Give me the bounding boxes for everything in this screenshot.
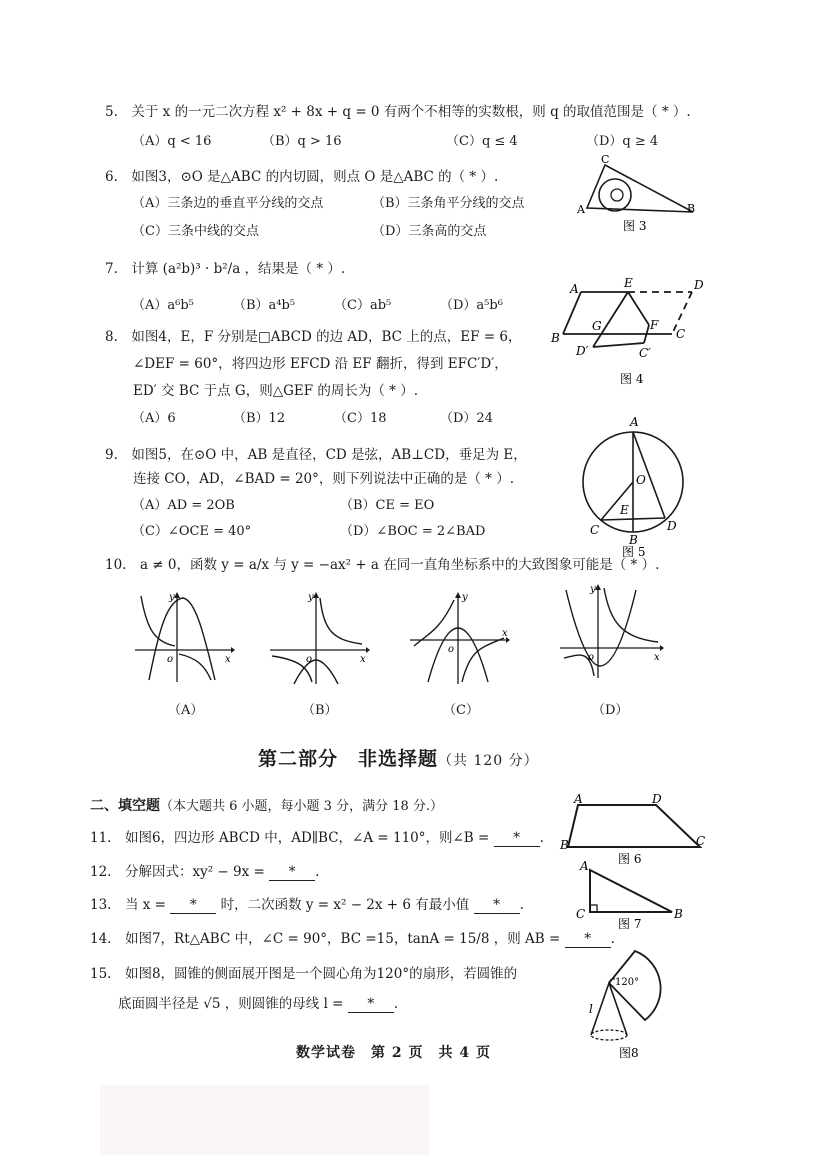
- q10-d-x-label: x: [654, 652, 660, 663]
- q15-blank: *: [348, 996, 394, 1013]
- q7-option-b: （B）a⁴b⁵: [233, 298, 296, 313]
- fig7-label-a: A: [580, 859, 589, 873]
- q8-option-a: （A）6: [132, 411, 176, 426]
- q8-line1: 8. 如图4，E，F 分别是□ABCD 的边 AD，BC 上的点，EF = 6，: [105, 329, 522, 345]
- q8-line2: ∠DEF = 60°，将四边形 EFCD 沿 EF 翻折，得到 EFC′D′，: [133, 356, 508, 372]
- q7-option-c: （C）ab⁵: [334, 298, 392, 313]
- q10-graph-d: [560, 580, 665, 680]
- fill-header: [90, 795, 443, 815]
- page-footer: 数学试卷 第 2 页 共 4 页: [296, 1045, 491, 1061]
- q10-c-x-label: x: [502, 628, 508, 639]
- q13-mid: 时，二次函数 y = x² − 2x + 6 有最小值: [220, 897, 470, 913]
- q13: [90, 893, 524, 914]
- q11: [90, 826, 544, 847]
- q9-option-a: （A）AD = 2OB: [132, 498, 235, 513]
- q12-blank: *: [269, 864, 315, 881]
- fig8-caption: 图8: [619, 1046, 639, 1060]
- q14: [90, 927, 615, 948]
- fig7-caption: 图 7: [618, 917, 642, 931]
- fig5-label-e: E: [620, 503, 629, 517]
- fig5-label-d: D: [667, 519, 677, 533]
- part2-title-text: 第二部分 非选择题: [258, 748, 439, 770]
- q13-pre: 13. 当 x =: [90, 897, 166, 913]
- fig4-label-c-prime: C′: [639, 346, 651, 360]
- fig3-label-b: B: [687, 202, 696, 215]
- q11-text: 11. 如图6，四边形 ABCD 中，AD∥BC，∠A = 110°，则∠B =: [90, 830, 490, 846]
- q6-option-c: （C）三条中线的交点: [132, 224, 259, 239]
- q8-line3: ED′ 交 BC 于点 G，则△GEF 的周长为（ * ）.: [133, 383, 418, 399]
- fill-header-note: （本大题共 6 小题，每小题 3 分，满分 18 分.）: [160, 799, 444, 814]
- q10-b-x-label: x: [360, 654, 366, 665]
- q5-text: 5. 关于 x 的一元二次方程 x² + 8x + q = 0 有两个不相等的实数根，则 q 的取值范围是（ * ）.: [105, 104, 691, 120]
- fig4-caption: 图 4: [620, 372, 644, 386]
- fig3-caption: 图 3: [623, 219, 647, 233]
- fig3-label-c: C: [601, 153, 610, 166]
- fig5-label-o: O: [636, 473, 646, 487]
- q15-line1: 15. 如图8，圆锥的侧面展开图是一个圆心角为120°的扇形，若圆锥的: [90, 966, 518, 982]
- q6-text: 6. 如图3，⊙O 是△ABC 的内切圆，则点 O 是△ABC 的（ * ）.: [105, 169, 499, 185]
- q15-line2-text: 底面圆半径是 √5 ，则圆锥的母线 l =: [118, 996, 344, 1012]
- q5-option-a: （A）q < 16: [132, 134, 212, 149]
- fig4-label-a: A: [570, 282, 579, 296]
- q9-option-d: （D）∠BOC = 2∠BAD: [340, 524, 486, 539]
- scan-smudge: [100, 1085, 430, 1155]
- fig4-label-e: E: [624, 276, 633, 290]
- fig5-label-a: A: [630, 415, 639, 429]
- q10-graph-a: [135, 590, 235, 685]
- q10-a-x-label: x: [225, 654, 231, 665]
- fig8-label-l: l: [589, 1002, 593, 1016]
- incircle: [599, 179, 631, 211]
- fig4-label-b: B: [551, 331, 560, 345]
- fig4-label-f: F: [650, 318, 659, 332]
- q7-text: 7. 计算 (a²b)³ · b²/a ，结果是（ * ）.: [105, 261, 346, 277]
- q9-line1: 9. 如图5，在⊙O 中，AB 是直径，CD 是弦，AB⊥CD，垂足为 E，: [105, 447, 527, 463]
- figure-3: [575, 155, 705, 235]
- q10-b-y-label: y: [308, 592, 314, 603]
- q13-blank-1: *: [170, 897, 216, 914]
- figure-5: [580, 410, 690, 559]
- fig8-angle-label: 120°: [615, 977, 640, 988]
- q13-end: .: [519, 897, 524, 913]
- q12: [90, 860, 319, 881]
- q9-line2: 连接 CO，AD，∠BAD = 20°，则下列说法中正确的是（ * ）.: [133, 471, 515, 487]
- q10-d-y-label: y: [590, 584, 596, 595]
- q10-graph-b: [270, 590, 370, 685]
- q14-end: .: [610, 931, 615, 947]
- fig6-label-b: B: [560, 838, 569, 852]
- q13-blank-2: *: [474, 897, 520, 914]
- q10-d-origin: o: [588, 652, 595, 663]
- q10-option-d: （D）: [592, 703, 629, 718]
- fig4-label-c: C: [676, 327, 686, 341]
- q11-blank: *: [494, 830, 540, 847]
- q9-option-c: （C）∠OCE = 40°: [132, 524, 252, 539]
- q6-option-d: （D）三条高的交点: [372, 224, 487, 239]
- q10-a-y-label: y: [169, 592, 175, 603]
- fig5-label-b: B: [629, 533, 638, 547]
- fig6-label-d: D: [652, 792, 662, 806]
- q10-option-b: （B）: [302, 703, 338, 718]
- fig5-caption: 图 5: [622, 545, 646, 559]
- q15-end: .: [393, 996, 399, 1012]
- fig6-label-c: C: [696, 834, 706, 848]
- figure-4: [548, 275, 718, 390]
- q15-line2: [118, 992, 398, 1013]
- q8-option-c: （C）18: [334, 411, 387, 426]
- q6-option-b: （B）三条角平分线的交点: [372, 196, 525, 211]
- fig7-label-b: B: [674, 907, 683, 921]
- q10-a-origin: o: [167, 654, 174, 665]
- q12-text: 12. 分解因式：xy² − 9x =: [90, 864, 265, 880]
- fig6-caption: 图 6: [618, 852, 642, 866]
- q14-text: 14. 如图7，Rt△ABC 中，∠C = 90°，BC =15，tanA = 15/8 ，则 AB =: [90, 931, 561, 947]
- fig4-label-d: D: [694, 278, 704, 292]
- fig6-label-a: A: [574, 792, 583, 806]
- part2-score: （共 120 分）: [438, 753, 539, 769]
- q5-option-d: （D）q ≥ 4: [586, 134, 659, 149]
- q11-end: .: [539, 830, 544, 846]
- part2-title: [258, 744, 539, 771]
- fig4-label-g: G: [592, 319, 602, 333]
- fig3-label-a: A: [577, 203, 585, 216]
- q10-option-c: （C）: [443, 703, 479, 718]
- q10-option-a: （A）: [168, 703, 204, 718]
- q9-option-b: （B）CE = EO: [340, 498, 435, 513]
- q10-c-origin: o: [448, 644, 455, 655]
- q8-option-d: （D）24: [440, 411, 493, 426]
- q14-blank: *: [565, 931, 611, 948]
- q5-option-c: （C）q ≤ 4: [446, 134, 518, 149]
- fig7-label-c: C: [576, 907, 586, 921]
- q7-option-a: （A）a⁶b⁵: [132, 298, 194, 313]
- q7-option-d: （D）a⁵b⁶: [440, 298, 503, 313]
- q5-option-b: （B）q > 16: [262, 134, 342, 149]
- figure-7: [572, 860, 692, 932]
- figure-6: [560, 792, 710, 866]
- q10-c-y-label: y: [462, 592, 468, 603]
- figure-8: [575, 945, 685, 1065]
- fill-header-text: 二、填空题: [90, 798, 160, 814]
- q6-option-a: （A）三条边的垂直平分线的交点: [132, 196, 324, 211]
- q8-option-b: （B）12: [233, 411, 286, 426]
- fig4-label-d-prime: D′: [576, 344, 589, 358]
- q12-end: .: [315, 864, 320, 880]
- q10-text: 10. a ≠ 0，函数 y = a/x 与 y = −ax² + a 在同一直角坐标系中的大致图象可能是（ * ）.: [105, 557, 660, 573]
- q10-b-origin: o: [306, 654, 313, 665]
- fig5-label-c: C: [590, 523, 600, 537]
- q10-graph-c: [410, 590, 510, 685]
